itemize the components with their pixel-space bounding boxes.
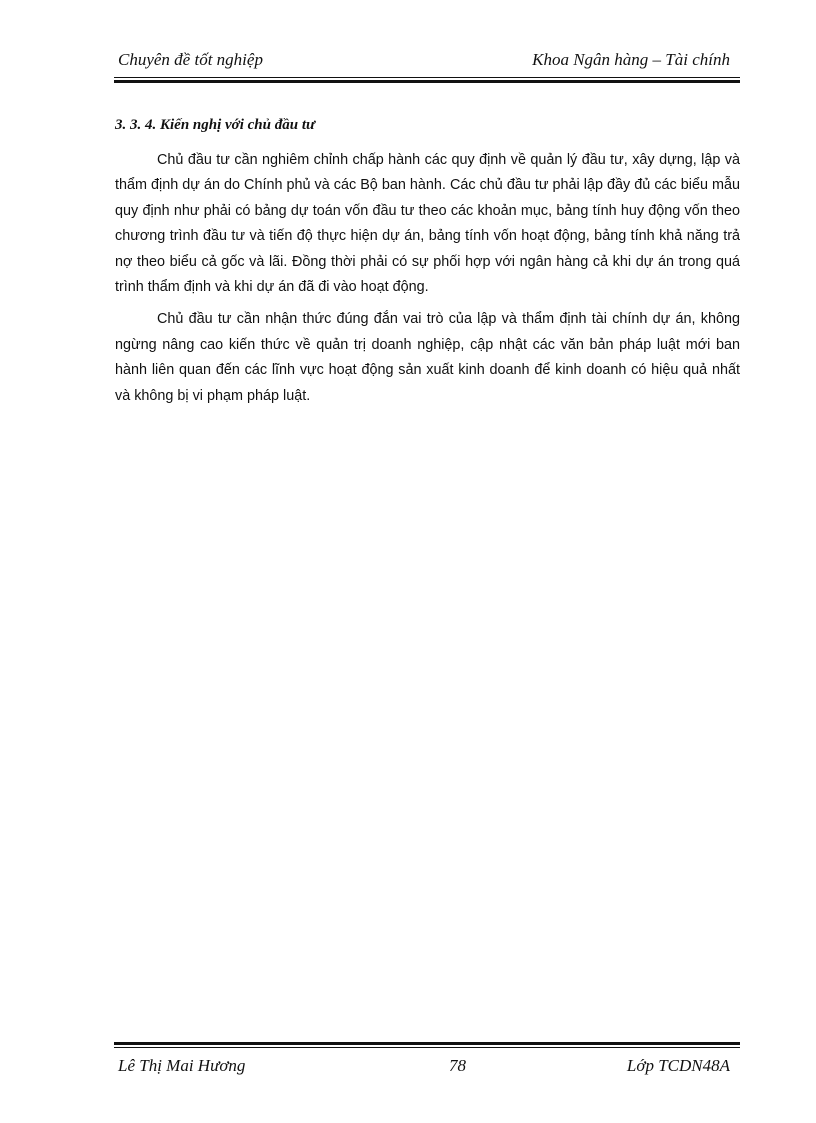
page-number: 78 xyxy=(449,1056,466,1075)
body-paragraph: Chủ đầu tư cần nghiêm chỉnh chấp hành các quy định về quản lý đầu tư, xây dựng, lập và thẩm định dự án do Chính phủ và các Bộ ban hành. Các chủ đầu tư phải lập đầy đủ các biểu mẫu quy định như phải có bảng dự toán vốn đầu tư theo các khoản mục, bảng tính huy động vốn theo chương trình đầu tư và tiến độ thực hiện dự án, bảng tính vốn hoạt động, bảng tính khả năng trả nợ theo biểu cả gốc và lãi. Đồng thời phải có sự phối hợp với ngân hàng cả khi dự án trong quá trình thẩm định và khi dự án đã đi vào hoạt động. xyxy=(115,152,740,296)
footer-author: Lê Thị Mai Hương xyxy=(118,1056,246,1075)
footer-rule-thin xyxy=(114,1047,740,1048)
footer-rule-thick xyxy=(114,1042,740,1045)
page-body xyxy=(115,110,740,416)
footer-class: Lớp TCDN48A xyxy=(626,1056,730,1075)
page-header xyxy=(114,46,740,76)
section-heading: 3. 3. 4. Kiến nghị với chủ đầu tư xyxy=(115,117,315,133)
header-rule-thin xyxy=(114,77,740,78)
body-paragraph: Chủ đầu tư cần nhận thức đúng đắn vai trò của lập và thẩm định tài chính dự án, không ngừng nâng cao kiến thức về quản trị doanh nghiệp, cập nhật các văn bản pháp luật mới ban hành liên quan đến các lĩnh vực hoạt động sản xuất kinh doanh để kinh doanh có hiệu quả nhất và không bị vi phạm pháp luật. xyxy=(115,311,740,404)
header-rule-thick xyxy=(114,80,740,83)
page-footer xyxy=(114,1056,740,1086)
header-document-type: Chuyên đề tốt nghiệp xyxy=(118,50,263,69)
header-department: Khoa Ngân hàng – Tài chính xyxy=(532,50,730,69)
